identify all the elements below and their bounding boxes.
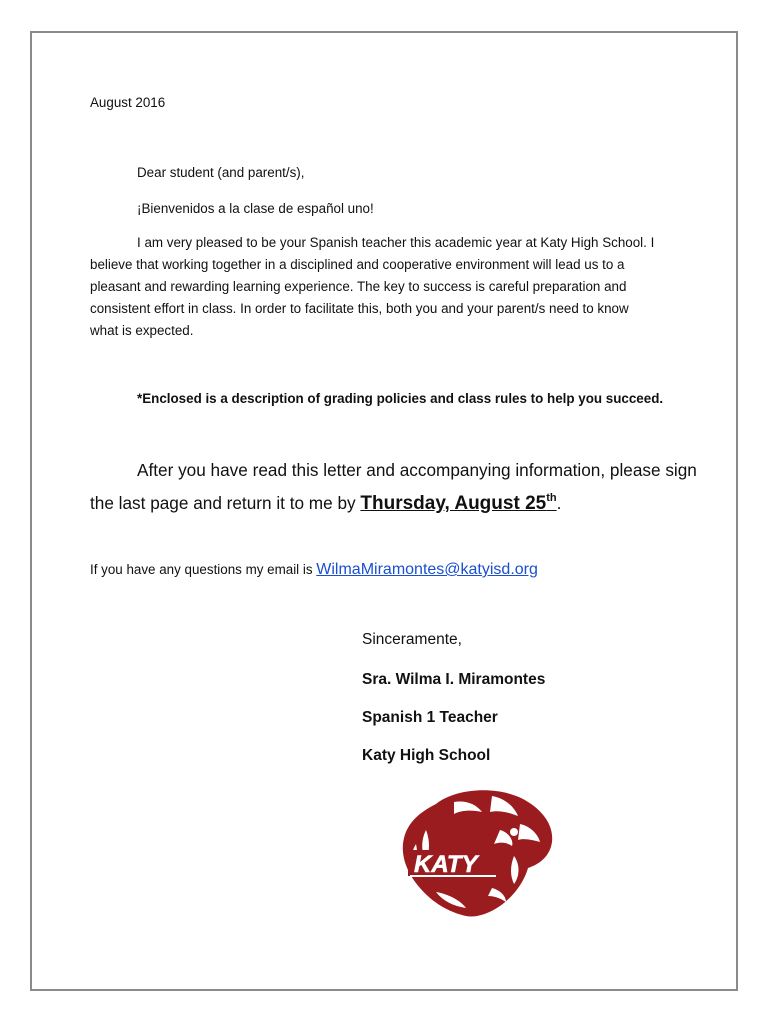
signer-name: Sra. Wilma I. Miramontes [362, 671, 546, 688]
paragraph-line: consistent effort in class. In order to facilitate this, both you and your parent/s need to know [90, 301, 629, 316]
greeting: Dear student (and parent/s), [137, 165, 305, 180]
signer-title: Spanish 1 Teacher [362, 709, 498, 726]
deadline-date [360, 493, 556, 514]
paragraph-line: what is expected. [90, 323, 194, 338]
svg-text:KATY: KATY [414, 851, 478, 878]
instruction-line-2 [90, 484, 561, 518]
contact-prefix: If you have any questions my email is [90, 562, 317, 577]
instruction-prefix: the last page and return it to me by [90, 493, 361, 513]
instruction-end: . [556, 493, 562, 513]
paragraph-line: pleasant and rewarding learning experience. The key to success is careful preparation and [90, 279, 627, 294]
paragraph-line: believe that working together in a disciplined and cooperative environment will lead us to a [90, 257, 625, 272]
signer-school: Katy High School [362, 747, 491, 764]
closing: Sinceramente, [362, 631, 462, 648]
enclosed-note: *Enclosed is a description of grading policies and class rules to help you succeed. [137, 391, 664, 406]
tiger-head-logo-icon [396, 784, 556, 924]
deadline-suffix: th [546, 492, 557, 504]
instruction-line-1: After you have read this letter and accompanying information, please sign [137, 460, 697, 480]
deadline-text: Thursday, August 25 [360, 493, 547, 514]
intro-paragraph [90, 232, 670, 342]
letter-date: August 2016 [90, 95, 166, 110]
contact-line [90, 559, 538, 581]
welcome-line: ¡Bienvenidos a la clase de español uno! [137, 201, 374, 216]
email-link[interactable]: WilmaMiramontes@katyisd.org [316, 561, 538, 578]
paragraph-line: I am very pleased to be your Spanish teacher this academic year at Katy High School. I [137, 235, 655, 250]
